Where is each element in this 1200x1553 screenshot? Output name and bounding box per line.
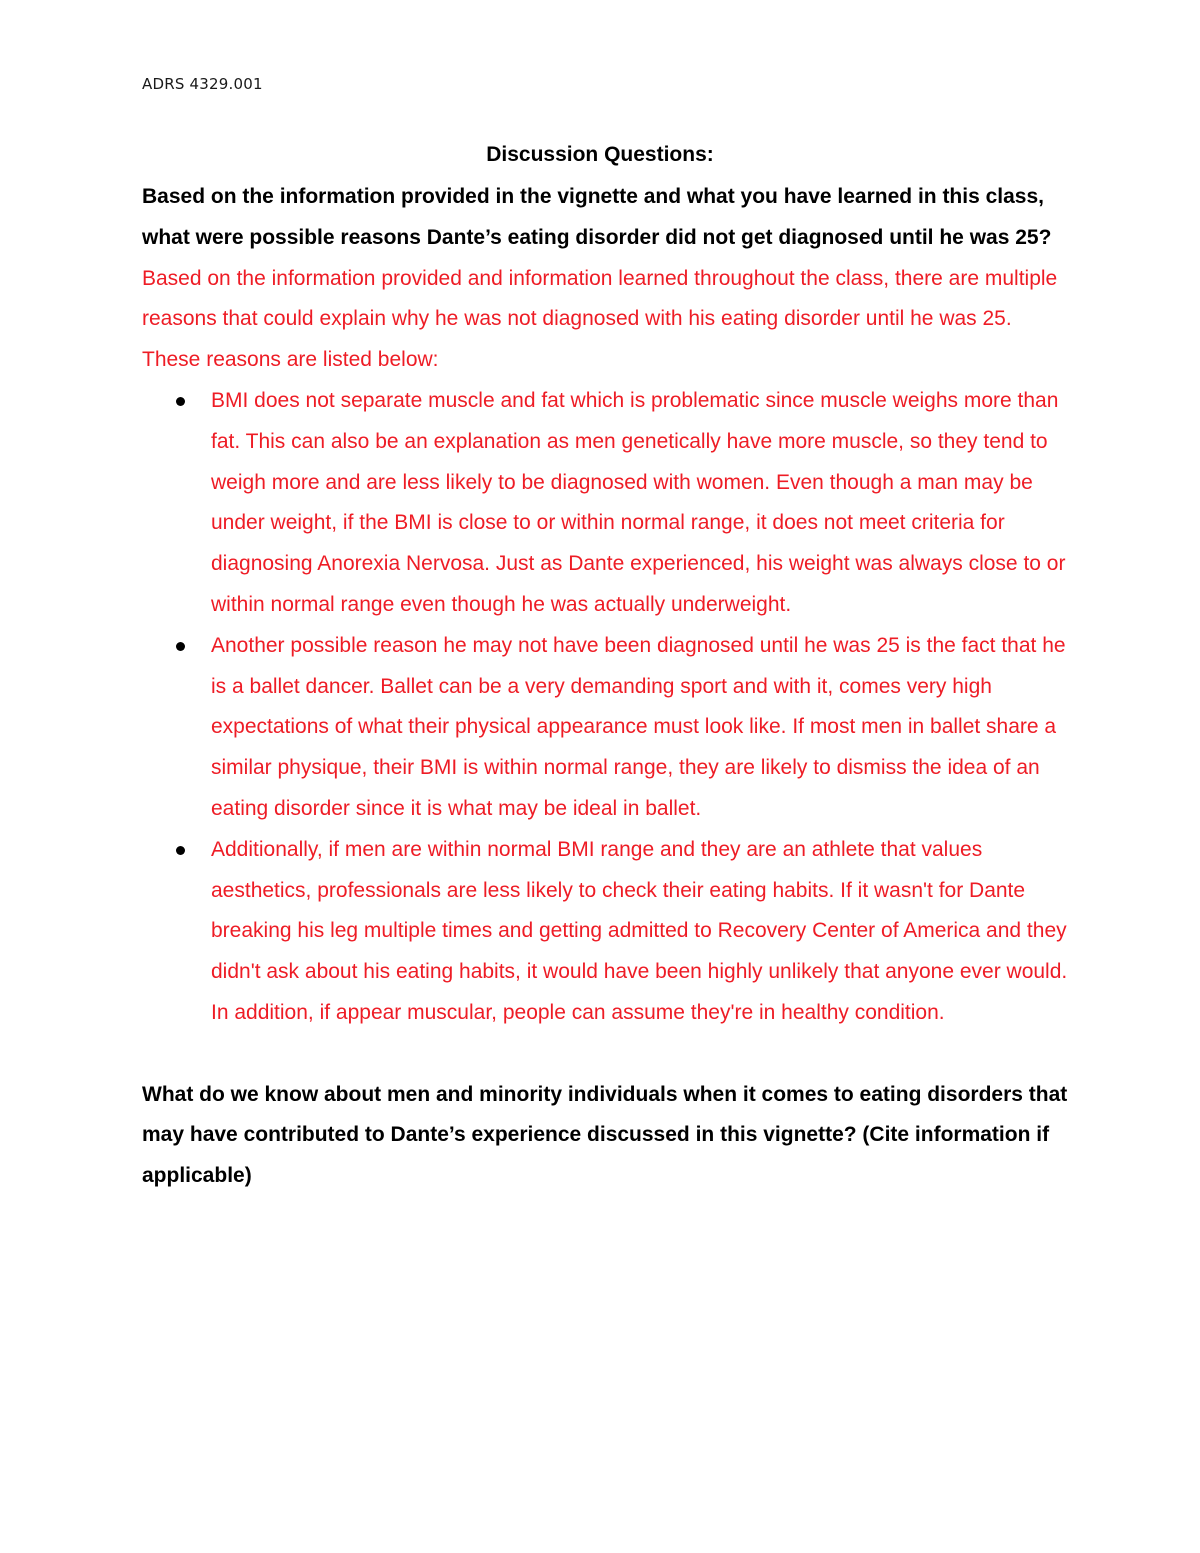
- reason-text: Another possible reason he may not have been diagnosed until he was 25 is the fact that he is a ballet dancer. Ballet can be a very demanding sport and with it, comes very high expectations of what their physical appearance must look like. If most men in ballet share a similar physique, their BMI is within normal range, they are likely to dismiss the idea of an eating disorder since it is what may be ideal in ballet.: [211, 633, 1066, 820]
- bullet-icon: [176, 846, 185, 855]
- bullet-icon: [176, 397, 185, 406]
- reason-item: [142, 830, 1072, 1034]
- reason-item: [142, 381, 1072, 626]
- reasons-list: [142, 381, 1072, 1034]
- reason-text: Additionally, if men are within normal BMI range and they are an athlete that values aesthetics, professionals are less likely to check their eating habits. If it wasn't for Dante breaking his leg multiple times and getting admitted to Recovery Center of America and they didn't ask about his eating habits, it would have been highly unlikely that anyone ever would. In addition, if appear muscular, people can assume they're in healthy condition.: [211, 837, 1068, 1024]
- bullet-icon: [176, 642, 185, 651]
- course-header: ADRS 4329.001: [142, 75, 263, 93]
- document-body: [142, 177, 1072, 1197]
- answer-intro: Based on the information provided and information learned throughout the class, there are multiple reasons that could explain why he was not diagnosed with his eating disorder until he was 25. These reasons are listed below:: [142, 266, 1058, 372]
- question-2: What do we know about men and minority individuals when it comes to eating disorders that may have contributed to Dante’s experience discussed in this vignette? (Cite information if applicable): [142, 1082, 1068, 1188]
- reason-item: [142, 626, 1072, 830]
- section-title: Discussion Questions:: [486, 143, 714, 166]
- question-1: Based on the information provided in the vignette and what you have learned in this class, what were possible reasons Dante’s eating disorder did not get diagnosed until he was 25?: [142, 185, 1052, 249]
- reason-text: BMI does not separate muscle and fat which is problematic since muscle weighs more than fat. This can also be an explanation as men genetically have more muscle, so they tend to weigh more and are less likely to be diagnosed with women. Even though a man may be under weight, if the BMI is close to or within normal range, it does not meet criteria for diagnosing Anorexia Nervosa. Just as Dante experienced, his weight was always close to or within normal range even though he was actually underweight.: [211, 388, 1066, 616]
